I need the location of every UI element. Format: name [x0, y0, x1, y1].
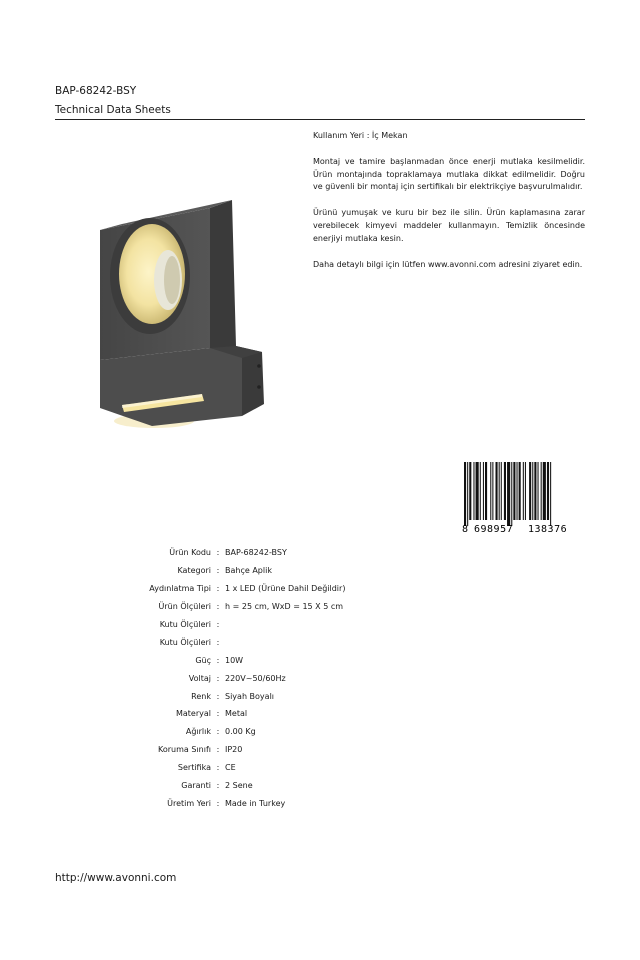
spec-row: [60, 741, 460, 759]
cleaning-paragraph: Ürünü yumuşak ve kuru bir bez ile silin. Ürün kaplamasına zarar verebilecek kimyevi maddeler kullanmayın. Temizlik öncesinde enerjiyi mutlaka kesin.: [313, 208, 585, 243]
spec-value: 220V~50/60Hz: [225, 673, 286, 683]
product-code-header: BAP-68242-BSY: [55, 85, 137, 97]
spec-label: Renk: [191, 691, 211, 701]
barcode: [460, 462, 586, 534]
barcode-bar: [550, 462, 551, 526]
spec-value: Metal: [225, 709, 248, 719]
spec-label: Kategori: [177, 566, 211, 576]
spec-separator: :: [216, 566, 220, 576]
barcode-bar: [485, 462, 487, 520]
spec-value: CE: [225, 763, 236, 773]
spec-row: [60, 687, 460, 705]
spec-row: [60, 562, 460, 580]
barcode-bar: [469, 462, 471, 520]
spec-row: [60, 651, 460, 669]
spec-row: [60, 669, 460, 687]
spec-separator: :: [216, 798, 220, 808]
barcode-bar: [480, 462, 481, 520]
spec-separator: :: [216, 745, 220, 755]
spec-separator: :: [216, 637, 220, 647]
spec-separator: :: [216, 620, 220, 629]
barcode-bar: [490, 462, 491, 520]
spec-row: [60, 598, 460, 616]
barcode-digits-left: 698957: [474, 524, 514, 534]
spec-row: [60, 759, 460, 777]
spec-label: Üretim Yeri: [167, 798, 211, 808]
spec-value: h = 25 cm, WxD = 15 X 5 cm: [225, 602, 344, 612]
barcode-bar: [467, 462, 468, 526]
barcode-bars: [460, 462, 586, 534]
barcode-bar: [496, 462, 498, 520]
spec-separator: :: [216, 602, 220, 612]
spec-label: Kutu Ölçüleri: [159, 637, 211, 647]
barcode-bar: [532, 462, 533, 520]
spec-table: [60, 544, 460, 812]
spec-separator: :: [216, 709, 220, 719]
spec-value: IP20: [225, 745, 243, 755]
barcode-bar: [547, 462, 549, 520]
barcode-bar: [492, 462, 493, 520]
spec-value: 1 x LED (Ürüne Dahil Değildir): [225, 584, 346, 594]
barcode-bar: [519, 462, 521, 520]
barcode-digit-first: 8: [462, 524, 469, 534]
barcode-bar: [523, 462, 524, 520]
spec-label: Ürün Ölçüleri: [158, 602, 211, 612]
barcode-bar: [543, 462, 546, 520]
spec-row: [60, 777, 460, 795]
spec-value: Made in Turkey: [225, 798, 286, 808]
barcode-digits-right: 138376: [528, 524, 568, 534]
spec-row: [60, 705, 460, 723]
spec-separator: :: [216, 691, 220, 701]
header-divider: [55, 119, 585, 120]
barcode-bar: [538, 462, 539, 520]
barcode-bar: [541, 462, 542, 520]
barcode-bar: [517, 462, 518, 520]
spec-separator: :: [216, 655, 220, 665]
usage-line: Kullanım Yeri : İç Mekan: [313, 131, 408, 140]
barcode-bar: [501, 462, 502, 520]
spec-row: [60, 794, 460, 812]
spec-value: Bahçe Aplik: [225, 566, 272, 576]
spec-row: [60, 580, 460, 598]
spec-label: Materyal: [175, 709, 211, 719]
spec-value: 0.00 Kg: [225, 727, 256, 737]
document-subtitle: Technical Data Sheets: [55, 104, 171, 116]
spec-separator: :: [216, 548, 220, 558]
barcode-bar: [473, 462, 474, 520]
spec-separator: :: [216, 727, 220, 737]
barcode-bar: [476, 462, 479, 520]
product-image: [92, 188, 282, 438]
barcode-bar: [513, 462, 515, 520]
spec-label: Aydınlatma Tipi: [149, 584, 211, 594]
barcode-bar: [483, 462, 484, 520]
barcode-bar: [464, 462, 466, 526]
barcode-bar: [534, 462, 536, 520]
footer-url: http://www.avonni.com: [55, 872, 177, 884]
spec-label: Sertifika: [177, 763, 211, 773]
spec-row: [60, 544, 460, 562]
spec-separator: :: [216, 781, 220, 791]
spec-label: Garanti: [181, 781, 211, 791]
barcode-bar: [507, 462, 510, 526]
barcode-bar: [511, 462, 512, 526]
barcode-bar: [499, 462, 500, 520]
spec-separator: :: [216, 673, 220, 683]
spec-separator: :: [216, 584, 220, 594]
info-text-column: [313, 130, 585, 284]
spec-value: Siyah Boyalı: [225, 691, 275, 701]
barcode-bar: [529, 462, 531, 520]
spec-row: [60, 723, 460, 741]
spec-label: Ağırlık: [185, 727, 211, 737]
spec-label: Güç: [195, 655, 211, 665]
spec-row: [60, 616, 460, 634]
safety-paragraph: Montaj ve tamire başlanmadan önce enerji mutlaka kesilmelidir. Ürün montajında topraklamaya mutlaka dikkat edilmelidir. Doğru ve güvenli bir montaj için sertifikalı bir elektrikçiye başvurulmalıdır.: [313, 156, 585, 192]
spec-label: Kutu Ölçüleri: [159, 620, 211, 629]
spec-value: 10W: [225, 655, 244, 665]
barcode-bar: [504, 462, 506, 520]
spec-value: 2 Sene: [225, 781, 253, 791]
spec-row: [60, 633, 460, 651]
barcode-bar: [525, 462, 526, 520]
spec-value: BAP-68242-BSY: [225, 548, 287, 558]
spec-label: Koruma Sınıfı: [158, 745, 211, 755]
spec-separator: :: [216, 763, 220, 773]
website-paragraph: Daha detaylı bilgi için lütfen www.avonni.com adresini ziyaret edin.: [313, 259, 583, 269]
spec-label: Ürün Kodu: [169, 548, 211, 558]
spec-label: Voltaj: [188, 673, 211, 683]
